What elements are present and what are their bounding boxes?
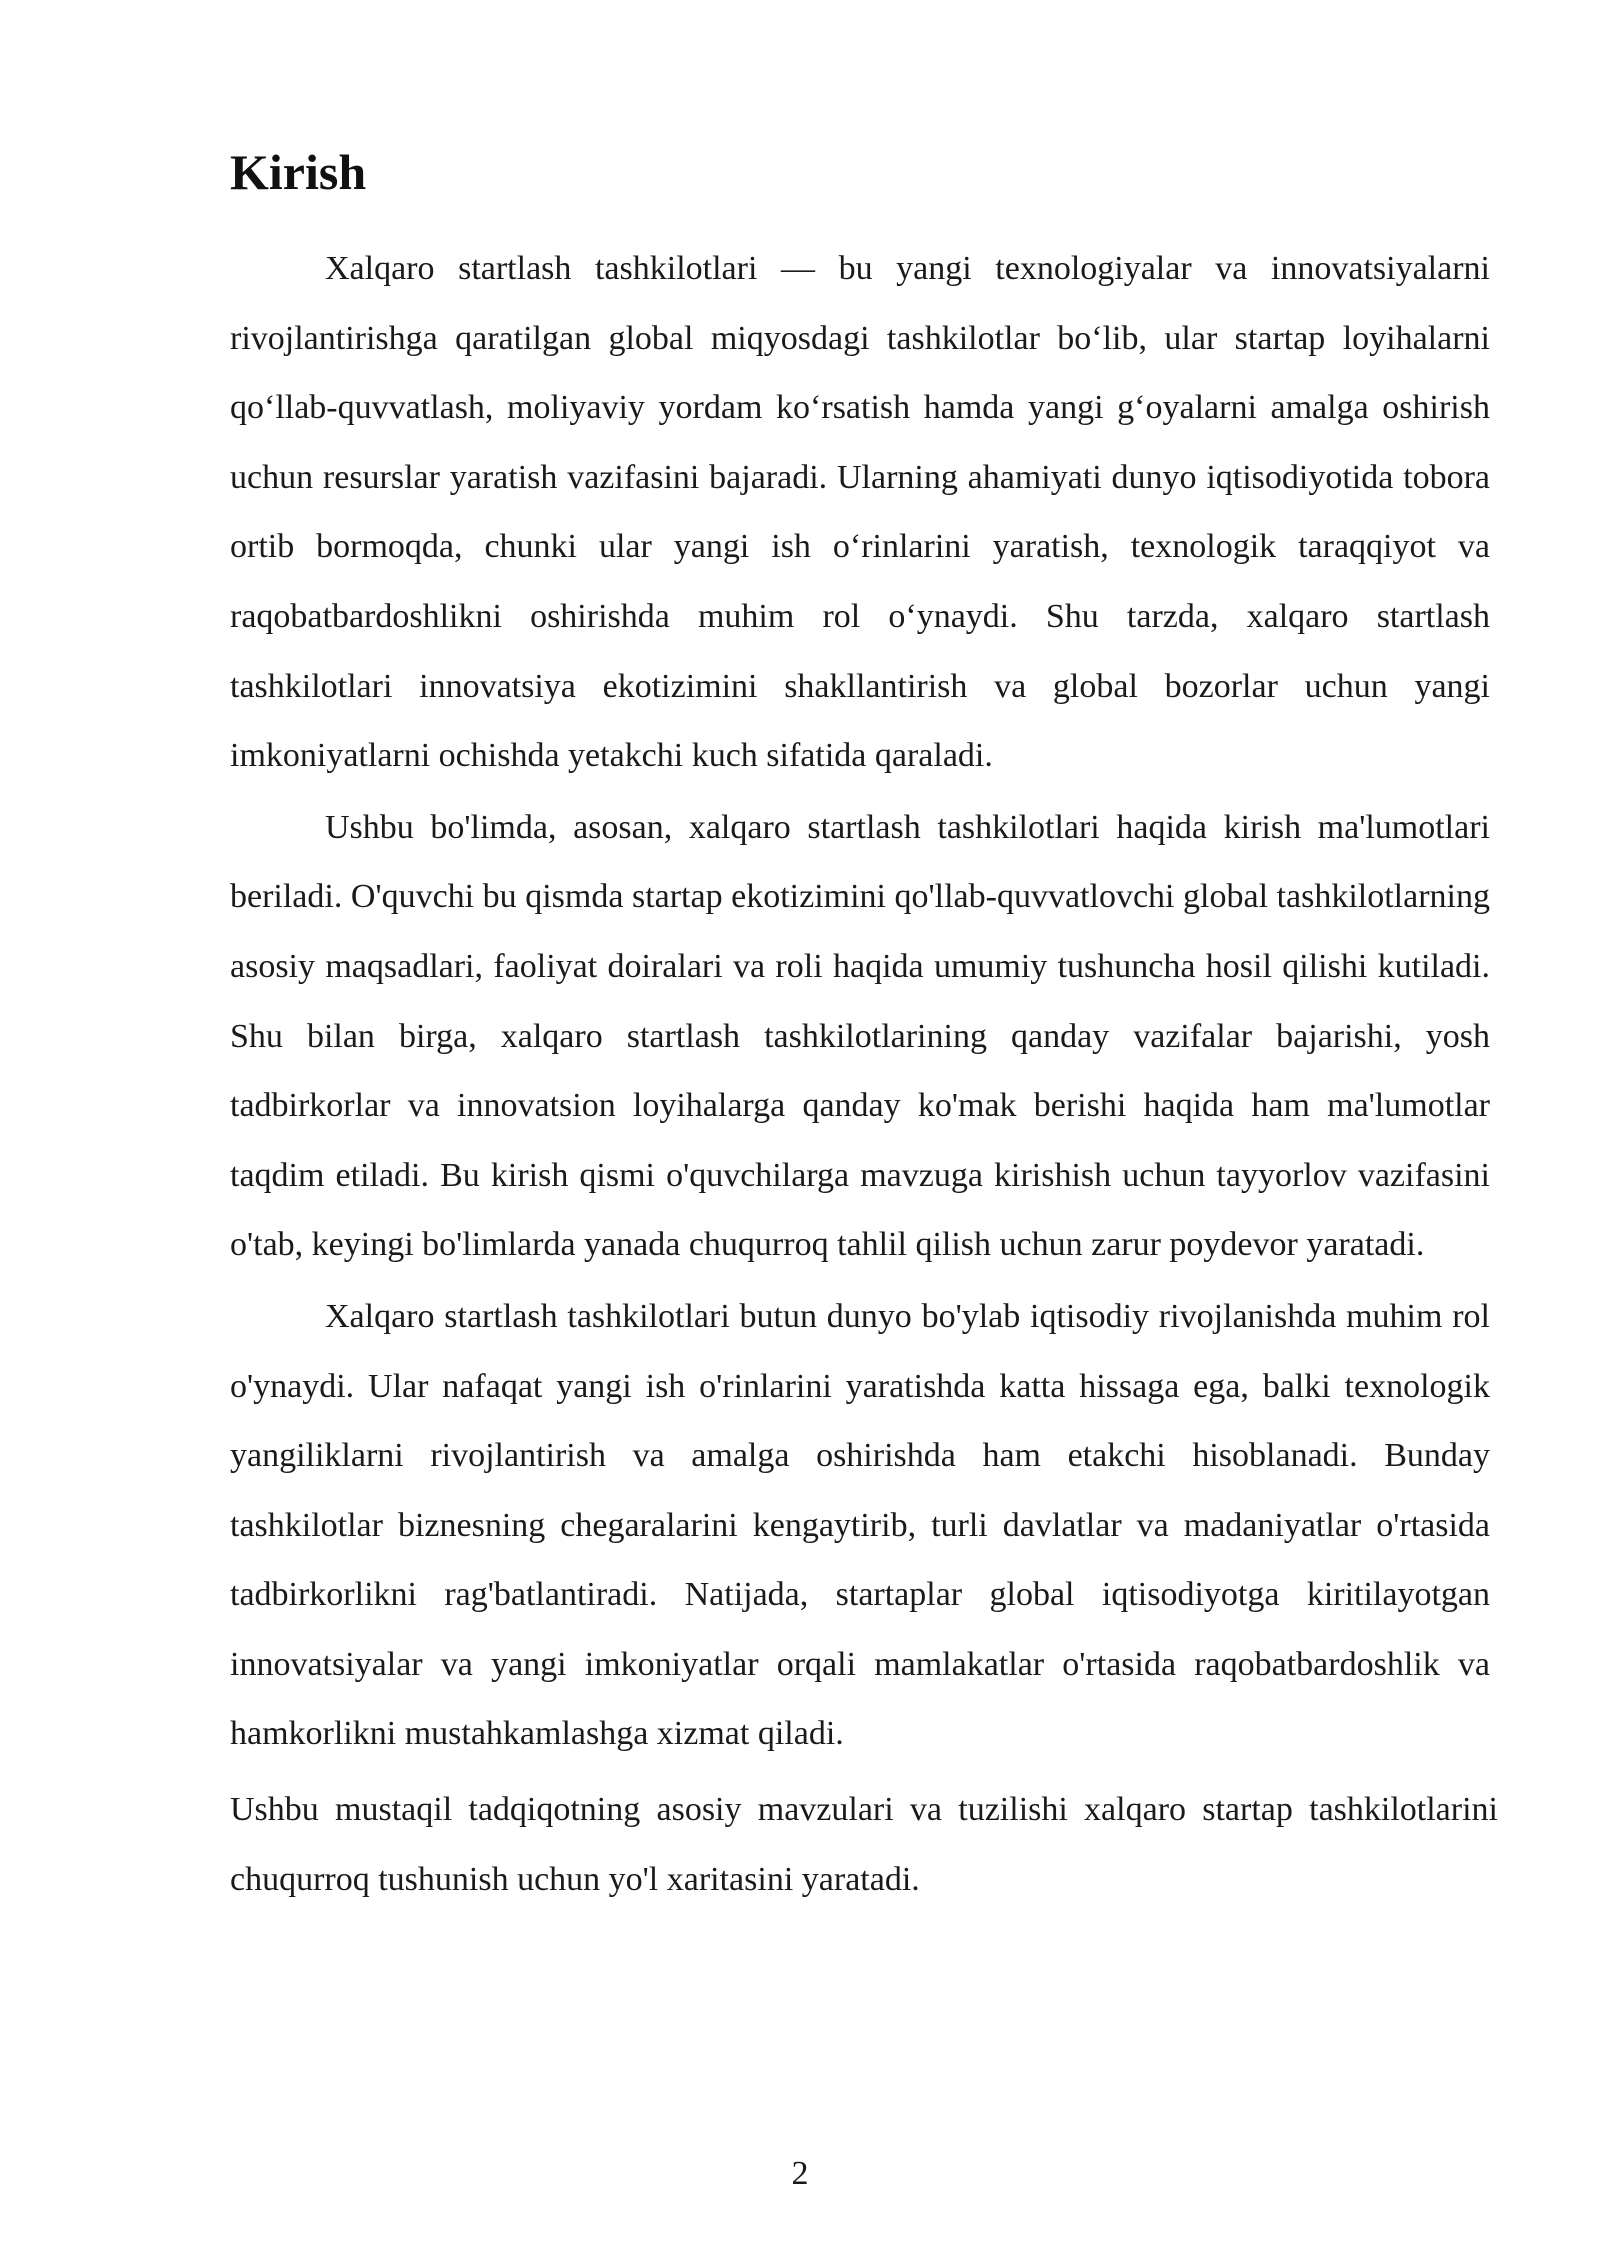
section-heading: Kirish bbox=[230, 144, 367, 200]
page-number: 2 bbox=[791, 2155, 809, 2192]
paragraph-4: Ushbu mustaqil tadqiqotning asosiy mavzulari va tuzilishi xalqaro startap tashkilotlarini chuqurroq tushunish uchun yo'l xaritasini yaratadi. bbox=[230, 1791, 1498, 1898]
paragraph-1: Xalqaro startlash tashkilotlari — bu yangi texnologiyalar va innovatsiyalarni rivojlantirishga qaratilgan global miqyosdagi tashkilotlar bo‘lib, ular startap loyihalarni qo‘llab-quvvatlash, moliyaviy yordam ko‘rsatish hamda yangi g‘oyalarni amalga oshirish uchun resurslar yaratish vazifasini bajaradi. Ularning ahamiyati dunyo iqtisodiyotida tobora ortib bormoqda, chunki ular yangi ish o‘rinlarini yaratish, texnologik taraqqiyot va raqobatbardoshlikni oshirishda muhim rol o‘ynaydi. Shu tarzda, xalqaro startlash tashkilotlari innovatsiya ekotizimini shakllantirish va global bozorlar uchun yangi imkoniyatlarni ochishda yetakchi kuch sifatida qaraladi. bbox=[230, 250, 1490, 775]
paragraph-3: Xalqaro startlash tashkilotlari butun dunyo bo'ylab iqtisodiy rivojlanishda muhim rol o'ynaydi. Ular nafaqat yangi ish o'rinlarini yaratishda katta hissaga ega, balki texnologik yangiliklarni rivojlantirish va amalga oshirishda ham etakchi hisoblanadi. Bunday tashkilotlar biznesning chegaralarini kengaytirib, turli davlatlar va madaniyatlar o'rtasida tadbirkorlikni rag'batlantiradi. Natijada, startaplar global iqtisodiyotga kiritilayotgan innovatsiyalar va yangi imkoniyatlar orqali mamlakatlar o'rtasida raqobatbardoshlik va hamkorlikni mustahkamlashga xizmat qiladi. bbox=[230, 1297, 1490, 1753]
document-page bbox=[230, 130, 1498, 2262]
paragraph-2: Ushbu bo'limda, asosan, xalqaro startlash tashkilotlari haqida kirish ma'lumotlari beriladi. O'quvchi bu qismda startap ekotizimini qo'llab-quvvatlovchi global tashkilotlarning asosiy maqsadlari, faoliyat doiralari va roli haqida umumiy tushuncha hosil qilishi kutiladi. Shu bilan birga, xalqaro startlash tashkilotlarining qanday vazifalar bajarishi, yosh tadbirkorlar va innovatsion loyihalarga qanday ko'mak berishi haqida ham ma'lumotlar taqdim etiladi. Bu kirish qismi o'quvchilarga mavzuga kirishish uchun tayyorlov vazifasini o'tab, keyingi bo'limlarda yanada chuqurroq tahlil qilish uchun zarur poydevor yaratadi. bbox=[230, 808, 1490, 1264]
